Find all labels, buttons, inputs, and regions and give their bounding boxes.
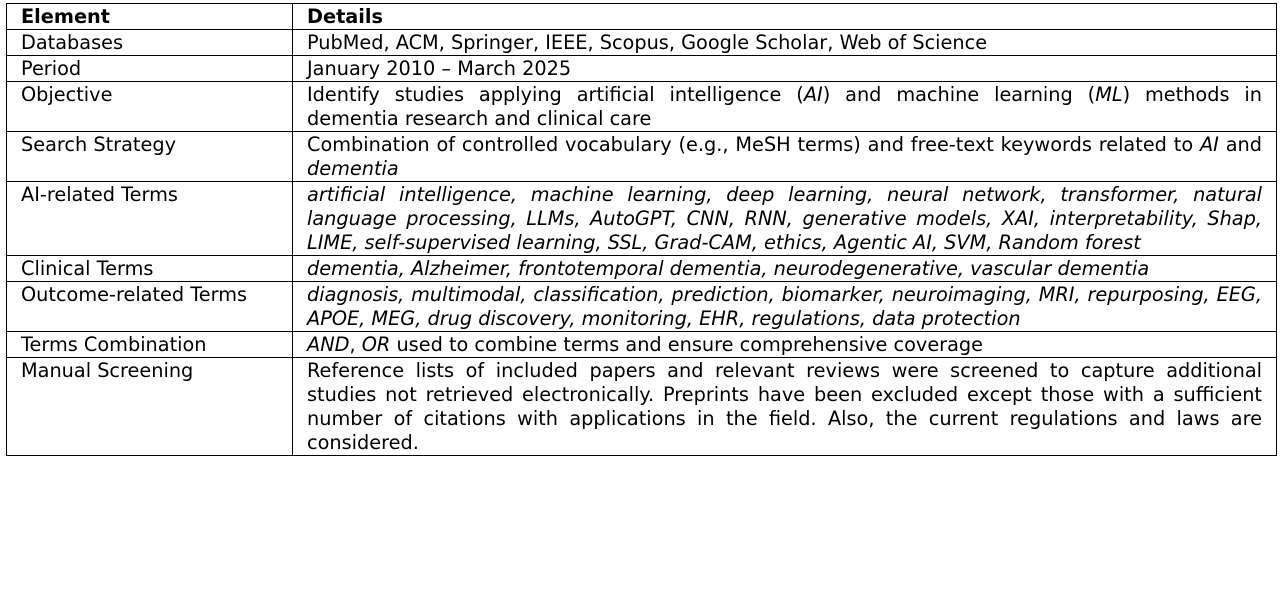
row-details-cell [293,82,1277,132]
details-text: and [1218,133,1263,156]
row-element-cell: AI-related Terms [7,182,293,256]
row-element-cell: Outcome-related Terms [7,282,293,332]
row-element-cell: Search Strategy [7,132,293,182]
table-row [7,30,1277,56]
row-details-cell [293,332,1277,358]
details-italic-text: ML [1095,83,1123,106]
row-element-cell: Databases [7,30,293,56]
header-details: Details [293,4,1277,30]
row-details-cell [293,282,1277,332]
row-element-cell: Objective [7,82,293,132]
row-details-cell [293,30,1277,56]
details-text: PubMed, ACM, Springer, IEEE, Scopus, Google Scholar, Web of Science [307,31,988,54]
row-details-cell [293,358,1277,456]
header-element: Element [7,4,293,30]
details-italic-text: AND [307,333,350,356]
row-element-cell: Period [7,56,293,82]
details-italic-text: AI [803,83,823,106]
row-details-cell [293,132,1277,182]
details-text: Combination of controlled vocabulary (e.g., MeSH terms) and free-text keywords related to [307,133,1200,156]
row-element-cell: Clinical Terms [7,256,293,282]
details-text: ) and machine learning ( [822,83,1096,106]
table-row [7,358,1277,456]
details-text: , [349,333,362,356]
row-element-cell: Terms Combination [7,332,293,358]
row-details-cell [293,256,1277,282]
details-italic-text: AI [1199,133,1219,156]
search-criteria-table [6,3,1277,456]
table-row [7,56,1277,82]
details-text: used to combine terms and ensure comprehensive coverage [390,333,984,356]
details-text: ) methods in dementia research and clinical care [307,83,1262,130]
row-details-cell [293,182,1277,256]
details-text: Identify studies applying artificial intelligence ( [307,83,804,106]
table-row [7,182,1277,256]
details-italic-text: diagnosis, multimodal, classification, prediction, biomarker, neuroimaging, MRI, repurposing, EEG, APOE, MEG, drug discovery, monitoring, EHR, regulations, data protection [307,283,1262,330]
search-criteria-table-container [6,3,1276,456]
details-text: January 2010 – March 2025 [307,57,572,80]
details-text: Reference lists of included papers and relevant reviews were screened to capture additional studies not retrieved electronically. Preprints have been excluded except those with a sufficient number of citations with applications in the field. Also, the current regulations and laws are considered. [307,359,1262,454]
details-italic-text: dementia [307,157,399,180]
row-details-cell [293,56,1277,82]
details-italic-text: dementia, Alzheimer, frontotemporal dementia, neurodegenerative, vascular dementia [307,257,1150,280]
details-italic-text: artificial intelligence, machine learning, deep learning, neural network, transformer, natural language processing, LLMs, AutoGPT, CNN, RNN, generative models, XAI, interpretability, Shap, LIME, self-supervised learning, SSL, Grad-CAM, ethics, Agentic AI, SVM, Random forest [307,183,1262,254]
table-row [7,82,1277,132]
table-row [7,132,1277,182]
table-row [7,256,1277,282]
table-body [7,30,1277,456]
row-element-cell: Manual Screening [7,358,293,456]
table-row [7,282,1277,332]
details-italic-text: OR [361,333,391,356]
table-row [7,332,1277,358]
table-header-row [7,4,1277,30]
